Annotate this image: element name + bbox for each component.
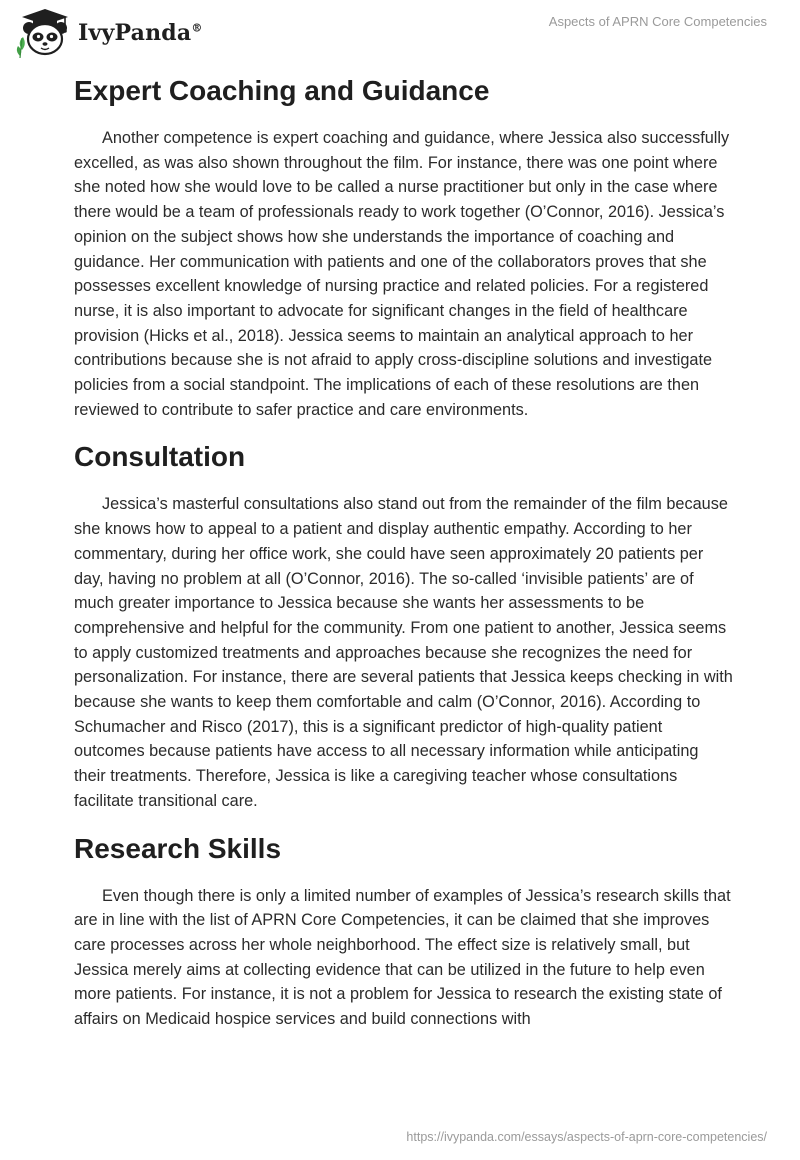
logo-wordmark: IvyPanda®	[78, 20, 203, 46]
page-header	[0, 0, 800, 70]
section-heading: Consultation	[74, 441, 246, 473]
section-paragraph: Another competence is expert coaching and guidance, where Jessica also successfully excelled, as was also shown throughout the film. For instance, there was one point where she noted how she would love to be called a nurse practitioner but only in the case where there would be a team of professionals ready to work together (O’Connor, 2016). Jessica’s opinion on the subject shows how she understands the importance of coaching and guidance. Her communication with patients and one of the collaborators proves that she possesses excellent knowledge of nursing practice and related policies. For a registered nurse, it is also important to advocate for significant changes in the field of healthcare provision (Hicks et al., 2018). Jessica seems to maintain an analytical approach to her contributions because she is not afraid to apply cross-discipline solutions and investigate policies from a social standpoint. The implications of each of these resolutions are then reviewed to contribute to safer practice and care environments.	[74, 129, 730, 419]
section-paragraph: Even though there is only a limited number of examples of Jessica’s research skills that are in line with the list of APRN Core Competencies, it can be claimed that she improves care processes across her whole neighborhood. The effect size is relatively small, but Jessica merely aims at collecting evidence that can be utilized in the future to help even more patients. For instance, it is not a problem for Jessica to research the existing state of affairs on Medicaid hospice services and build connections with	[74, 886, 731, 1029]
ivypanda-logo[interactable]	[14, 6, 203, 60]
section-heading: Expert Coaching and Guidance	[74, 75, 490, 106]
section-paragraph: Jessica’s masterful consultations also stand out from the remainder of the film because she knows how to appeal to a patient and display authentic empathy. According to her commentary, during her office work, she could have seen approximately 20 patients per day, having no problem at all (O’Connor, 2016). The so-called ‘invisible patients’ are of much greater importance to Jessica because she wants her assessments to be comprehensive and helpful for the community. From one patient to another, Jessica seems to apply customized treatments and approaches because she recognizes the need for personalization. For instance, there are several patients that Jessica keeps checking in with because she wants to keep them comfortable and calm (O’Connor, 2016). According to Schumacher and Risco (2017), this is a significant predictor of high-quality patient outcomes because patients have access to all necessary information while anticipating their treatments. Therefore, Jessica is like a caregiving teacher whose consultations facilitate transitional care.	[74, 495, 733, 810]
essay-content	[74, 70, 734, 1032]
panda-mascot-icon	[14, 6, 76, 60]
source-url-link[interactable]: https://ivypanda.com/essays/aspects-of-aprn-core-competencies/	[406, 1130, 767, 1144]
section-expert-coaching	[74, 70, 734, 422]
document-title: Aspects of APRN Core Competencies	[548, 14, 767, 29]
section-heading: Research Skills	[74, 832, 282, 864]
section-research-skills	[74, 828, 734, 1032]
section-consultation	[74, 436, 734, 813]
